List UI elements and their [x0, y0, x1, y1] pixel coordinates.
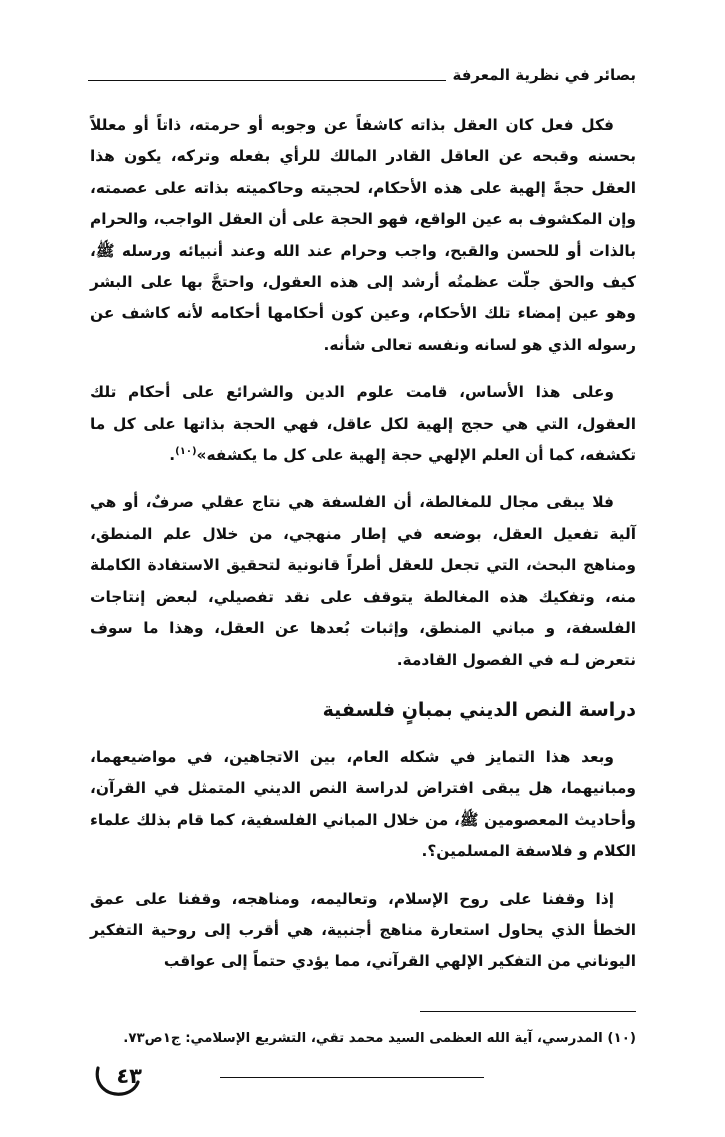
paragraph-3: فلا يبقى مجال للمغالطة، أن الفلسفة هي نتاج عقلي صرفٌ، أو هي آلية تفعيل العقل، بوضعه في إطار منهجي، من خلال علم المنطق، ومناهج البحث، التي تجعل للعقل أطراً قانونية لتحقيق الاستفادة الكاملة منه، وتفكيك هذه المغالطة يتوقف على نقد تفصيلي، لبعض إنتاجات الفلسفة، و مباني المنطق، وإثبات بُعدها عن العقل، وهذا ما سوف نتعرض لـه في الفصول القادمة.	[90, 493, 636, 669]
paragraph-2-text: وعلى هذا الأساس، قامت علوم الدين والشرائع على أحكام تلك العقول، التي هي حجج إلهية لكل عاقل، فهي الحجة بذاتها على كل ما تكشفه، كما أن العلم الإلهي حجة إلهية على كل ما يكشفه»	[90, 383, 636, 465]
footnote	[90, 1027, 636, 1051]
running-header	[88, 68, 636, 83]
paragraph-5: إذا وقفنا على روح الإسلام، وتعاليمه، ومناهجه، وقفنا على عمق الخطأ الذي يحاول استعارة مناهج أجنبية، هي أقرب إلى روحية التفكير اليوناني من التفكير الإلهي القرآني، مما يؤدي حتماً إلى عواقب	[90, 889, 636, 971]
footnote-reference: (١٠)	[175, 445, 197, 457]
paragraph-4: وبعد هذا التمايز في شكله العام، بين الاتجاهين، في مواضيعهما، ومبانيهما، هل يبقى افتراض لدراسة النص الديني المتمثل في القرآن، وأحاديث المعصومين ﷺ، من خلال المباني الفلسفية، كما قام بذلك علماء الكلام و فلاسفة المسلمين؟.	[90, 747, 636, 861]
paragraph-2-tail: .	[169, 446, 176, 465]
body-text	[90, 110, 636, 994]
paragraph-1: فكل فعل كان العقل بذاته كاشفاً عن وجوبه أو حرمته، ذاتاً أو معللاً بحسنه وقبحه عن العاقل القادر المالك للرأي بفعله وتركه، يكون هذا العقل حجةً إلهية على هذه الأحكام، لحجيته وحاكميته بذاته على عصمته، وإن المكشوف به عين الواقع، فهو الحجة على أن العقل الواجب، والحرام بالذات أو للحسن والقبح، واجب وحرام عند الله وعند أنبيائه ورسله ﷺ، كيف والحق جلّت عظمتُه أرشد إلى هذه العقول، واحتجَّ بها على البشر وهو عين إمضاء تلك الأحكام، وعين كون أحكامها أحكامه لأنه كاشف عن رسوله الذي هو لسانه ونفسه تعالى شأنه.	[90, 116, 636, 354]
page-number: ٤٣	[116, 1064, 142, 1088]
footnote-rule	[420, 1011, 636, 1012]
section-heading: دراسة النص الديني بمبانٍ فلسفية	[322, 698, 636, 721]
bottom-rule	[220, 1077, 484, 1078]
footnote-marker: (١٠)	[607, 1031, 636, 1046]
paragraph-2	[90, 377, 636, 471]
footnote-text: المدرسي، آية الله العظمى السيد محمد تقي، التشريع الإسلامي: ج١ص٧٣.	[123, 1031, 603, 1046]
running-title: بصائر في نظرية المعرفة	[452, 66, 636, 84]
header-rule	[88, 80, 446, 81]
page-number-ornament	[88, 1062, 148, 1102]
